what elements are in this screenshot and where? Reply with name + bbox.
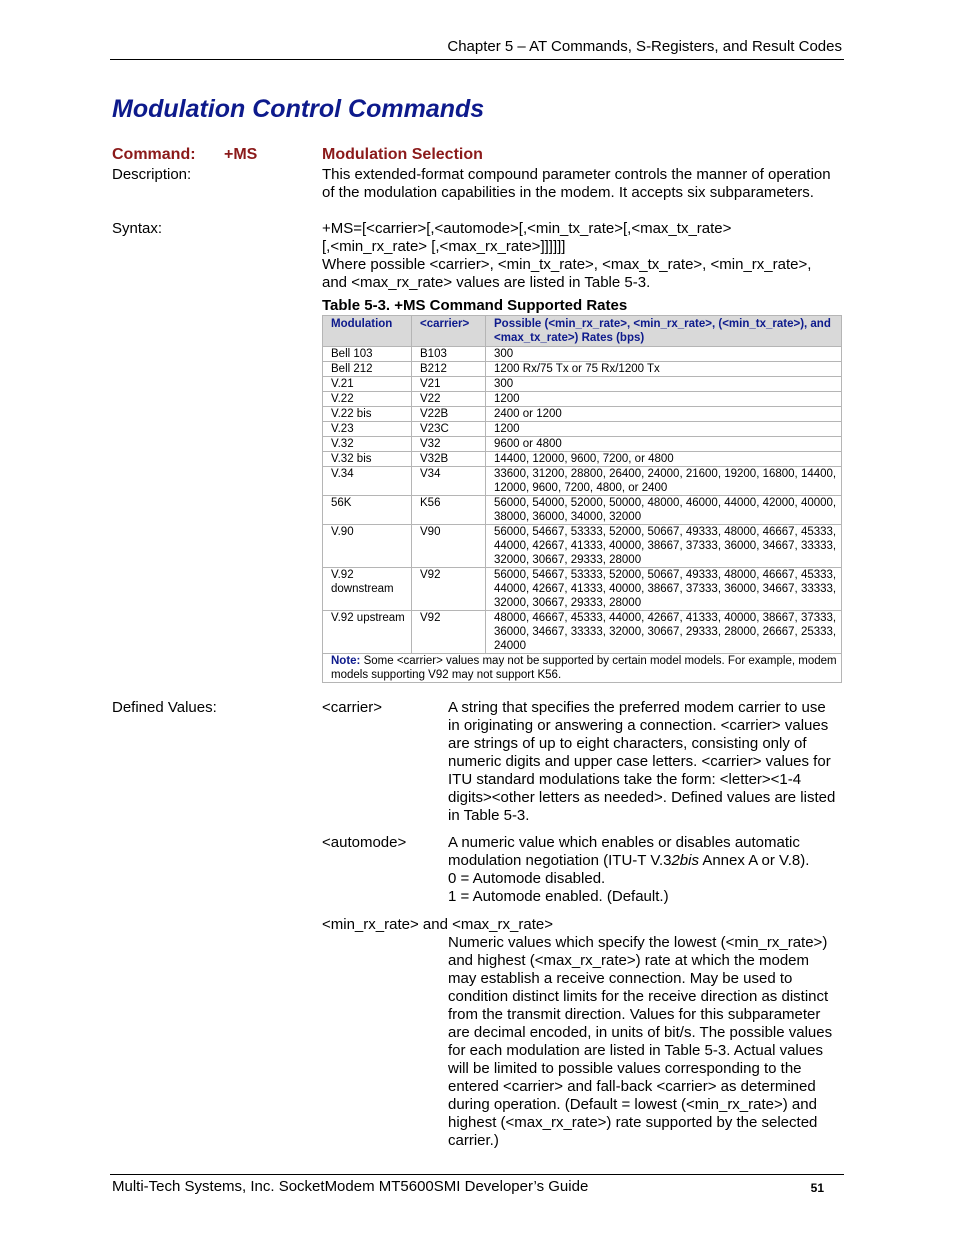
description-label: Description: [112, 166, 192, 183]
syntax-block [322, 220, 837, 292]
rx-rate-definition: Numeric values which specify the lowest (<min_rx_rate>) and highest (<max_rx_rate>) rate at which the modem may establish a receive connection. May be used to condition distinct limits for the receive direction as distinct from the transmit direction. Values for this subparameter are decimal encoded, in units of bit/s. The possible values for each modulation are listed in Table 5-3. Actual values will be limited to possible values corresponding to the entered <carrier> and fall-back <carrier> as determined during operation. (Default = lowest (<min_rx_rate>) and highest (<max_rx_rate>) rate supported by the selected carrier.) [448, 934, 833, 1149]
cell-rates: 56000, 54667, 53333, 52000, 50667, 49333, 48000, 46667, 45333, 44000, 42667, 41333, 40000, 38667, 37333, 36000, 34667, 33333, 32000, 30667, 29333, 28000 [486, 568, 842, 611]
header-divider [110, 59, 844, 60]
cell-rates: 1200 [486, 392, 842, 407]
table-row [323, 392, 842, 407]
cell-rates: 48000, 46667, 45333, 44000, 42667, 41333, 40000, 38667, 37333, 36000, 34667, 33333, 32000, 30667, 29333, 28000, 26667, 25333, 24000 [486, 611, 842, 654]
table-row [323, 611, 842, 654]
table-note [323, 654, 842, 683]
header-rates: Possible (<min_rx_rate>, <min_rx_rate>, (<min_tx_rate>), and <max_tx_rate>) Rates (bps) [486, 316, 842, 347]
rx-rate-term: <min_rx_rate> and <max_rx_rate> [322, 916, 553, 933]
automode-text [448, 834, 840, 870]
cell-rates: 300 [486, 347, 842, 362]
table-row [323, 377, 842, 392]
cell-carrier: V21 [412, 377, 486, 392]
cell-modulation: V.21 [323, 377, 412, 392]
cell-modulation: 56K [323, 496, 412, 525]
table-row [323, 362, 842, 377]
automode-value-0: 0 = Automode disabled. [448, 870, 606, 887]
cell-carrier: V22B [412, 407, 486, 422]
table-row [323, 496, 842, 525]
cell-rates: 1200 Rx/75 Tx or 75 Rx/1200 Tx [486, 362, 842, 377]
carrier-definition: A string that specifies the preferred modem carrier to use in originating or answering a connection. <carrier> values are strings of up to eight characters, consisting only of numeric digits and upper case letters. <carrier> values for ITU standard modulations take the form: <letter><1-4 digits><other letters as needed>. Defined values are listed in Table 5-3. [448, 699, 836, 824]
cell-carrier: V92 [412, 611, 486, 654]
footer-divider [110, 1174, 844, 1175]
command-name: +MS [224, 146, 258, 163]
page-header: Chapter 5 – AT Commands, S-Registers, and Result Codes [447, 38, 842, 55]
table-note-row [323, 654, 842, 683]
cell-carrier: B212 [412, 362, 486, 377]
description-text: This extended-format compound parameter controls the manner of operation of the modulation capabilities in the modem. It accepts six subparameters. [322, 166, 831, 201]
syntax-label: Syntax: [112, 220, 163, 237]
cell-carrier: K56 [412, 496, 486, 525]
cell-rates: 300 [486, 377, 842, 392]
table-caption: Table 5-3. +MS Command Supported Rates [322, 297, 628, 314]
cell-rates: 56000, 54667, 53333, 52000, 50667, 49333, 48000, 46667, 45333, 44000, 42667, 41333, 40000, 38667, 37333, 36000, 34667, 33333, 32000, 30667, 29333, 28000 [486, 525, 842, 568]
cell-modulation: V.32 bis [323, 452, 412, 467]
command-label: Command: [112, 146, 196, 163]
cell-rates: 56000, 54000, 52000, 50000, 48000, 46000, 44000, 42000, 40000, 38000, 36000, 34000, 32000 [486, 496, 842, 525]
command-title: Modulation Selection [322, 146, 483, 163]
table-row [323, 407, 842, 422]
table-row [323, 452, 842, 467]
automode-text-italic: 2bis [671, 852, 699, 869]
cell-modulation: V.32 [323, 437, 412, 452]
note-label: Note: [331, 655, 361, 667]
cell-carrier: V90 [412, 525, 486, 568]
cell-modulation: V.34 [323, 467, 412, 496]
cell-rates: 1200 [486, 422, 842, 437]
defined-values-label: Defined Values: [112, 699, 217, 716]
automode-value-1: 1 = Automode enabled. (Default.) [448, 888, 669, 905]
table-row [323, 525, 842, 568]
cell-modulation: V.22 [323, 392, 412, 407]
cell-rates: 9600 or 4800 [486, 437, 842, 452]
cell-carrier: B103 [412, 347, 486, 362]
cell-carrier: V34 [412, 467, 486, 496]
syntax-line-2: [,<min_rx_rate> [,<max_rx_rate>]]]]]] [322, 238, 566, 255]
table-row [323, 422, 842, 437]
cell-carrier: V22 [412, 392, 486, 407]
page-number: 51 [810, 1181, 824, 1195]
table-row [323, 437, 842, 452]
cell-modulation: V.90 [323, 525, 412, 568]
cell-rates: 2400 or 1200 [486, 407, 842, 422]
automode-term: <automode> [322, 834, 407, 851]
header-carrier: <carrier> [412, 316, 486, 347]
table-row [323, 347, 842, 362]
automode-definition [448, 834, 840, 906]
cell-carrier: V92 [412, 568, 486, 611]
syntax-line-1: +MS=[<carrier>[,<automode>[,<min_tx_rate>[,<max_tx_rate> [322, 220, 732, 237]
automode-text-pre: A numeric value which enables or disables automatic modulation negotiation (ITU-T V.3 [448, 834, 800, 869]
section-title: Modulation Control Commands [112, 95, 485, 123]
syntax-where: Where possible <carrier>, <min_tx_rate>, <max_tx_rate>, <min_rx_rate>, and <max_rx_rate> values are listed in Table 5-3. [322, 256, 812, 291]
carrier-term: <carrier> [322, 699, 383, 716]
cell-carrier: V32 [412, 437, 486, 452]
table-row [323, 467, 842, 496]
table-row [323, 568, 842, 611]
cell-modulation: V.92 downstream [323, 568, 412, 611]
cell-modulation: Bell 103 [323, 347, 412, 362]
automode-text-post: Annex A or V.8). [699, 852, 810, 869]
note-text: Some <carrier> values may not be supported by certain model models. For example, modem models supporting V92 may not support K56. [331, 655, 837, 681]
cell-modulation: V.92 upstream [323, 611, 412, 654]
cell-carrier: V32B [412, 452, 486, 467]
cell-carrier: V23C [412, 422, 486, 437]
cell-modulation: Bell 212 [323, 362, 412, 377]
footer-text: Multi-Tech Systems, Inc. SocketModem MT5600SMI Developer’s Guide [112, 1178, 589, 1195]
cell-modulation: V.22 bis [323, 407, 412, 422]
table-header-row [323, 316, 842, 347]
cell-rates: 33600, 31200, 28800, 26400, 24000, 21600, 19200, 16800, 14400, 12000, 9600, 7200, 4800, or 2400 [486, 467, 842, 496]
header-modulation: Modulation [323, 316, 412, 347]
cell-modulation: V.23 [323, 422, 412, 437]
cell-rates: 14400, 12000, 9600, 7200, or 4800 [486, 452, 842, 467]
rates-table [322, 315, 842, 683]
